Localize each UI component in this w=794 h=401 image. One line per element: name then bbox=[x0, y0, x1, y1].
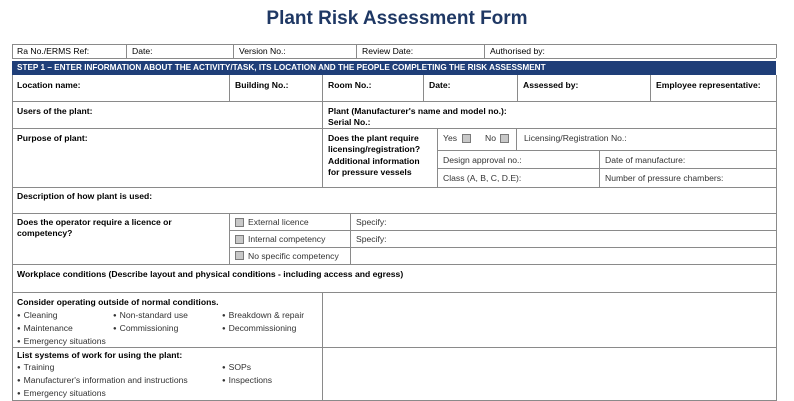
loc-date-label: Date: bbox=[429, 80, 451, 90]
list-item: ● Training bbox=[17, 362, 54, 375]
external-licence-checkbox[interactable] bbox=[235, 218, 244, 227]
list-item: ● Decommissioning bbox=[222, 323, 296, 336]
ra-no-label: Ra No./ERMS Ref: bbox=[17, 46, 90, 56]
plant-manufacturer-label: Plant (Manufacturer's name and model no.): bbox=[328, 106, 507, 116]
description-label: Description of how plant is used: bbox=[17, 191, 153, 201]
users-label: Users of the plant: bbox=[17, 106, 93, 116]
divider bbox=[776, 44, 777, 58]
list-item: ● Inspections bbox=[222, 375, 272, 388]
list-item: ● Emergency situations bbox=[17, 388, 106, 401]
divider bbox=[650, 75, 651, 101]
divider bbox=[229, 247, 776, 248]
divider bbox=[423, 75, 424, 101]
divider bbox=[12, 128, 776, 129]
divider bbox=[229, 75, 230, 101]
pressure-info-label: Additional information for pressure vessels bbox=[328, 156, 420, 177]
divider bbox=[229, 230, 776, 231]
purpose-label: Purpose of plant: bbox=[17, 133, 88, 143]
no-label: No bbox=[485, 133, 496, 143]
authorised-label: Authorised by: bbox=[490, 46, 545, 56]
class-label: Class (A, B, C, D.E): bbox=[443, 173, 522, 183]
design-approval-label: Design approval no.: bbox=[443, 155, 522, 165]
divider bbox=[12, 101, 776, 102]
list-item: ● Cleaning bbox=[17, 310, 58, 323]
internal-competency-checkbox[interactable] bbox=[235, 235, 244, 244]
step1-banner: STEP 1 – ENTER INFORMATION ABOUT THE ACTIVITY/TASK, ITS LOCATION AND THE PEOPLE COMPLETING THE RISK ASSESSMENT bbox=[12, 61, 776, 75]
divider bbox=[12, 213, 776, 214]
divider bbox=[12, 58, 776, 59]
version-label: Version No.: bbox=[239, 46, 286, 56]
date-label: Date: bbox=[132, 46, 153, 56]
no-specific-competency-label: No specific competency bbox=[248, 251, 339, 261]
divider bbox=[350, 213, 351, 264]
licensing-question: Does the plant require licensing/registration? bbox=[328, 133, 421, 154]
no-specific-competency-checkbox[interactable] bbox=[235, 251, 244, 260]
list-item: ● Commissioning bbox=[113, 323, 178, 336]
divider bbox=[437, 150, 776, 151]
divider bbox=[322, 101, 323, 187]
assessed-by-label: Assessed by: bbox=[523, 80, 579, 90]
room-label: Room No.: bbox=[328, 80, 372, 90]
specify-label: Specify: bbox=[356, 217, 387, 227]
divider bbox=[322, 75, 323, 101]
list-item: ● Breakdown & repair bbox=[222, 310, 304, 323]
external-licence-label: External licence bbox=[248, 217, 309, 227]
divider bbox=[516, 128, 517, 150]
form-title: Plant Risk Assessment Form bbox=[266, 8, 528, 29]
list-item: ● Maintenance bbox=[17, 323, 73, 336]
serial-label: Serial No.: bbox=[328, 117, 371, 127]
divider bbox=[12, 75, 13, 401]
licensing-no-label: Licensing/Registration No.: bbox=[524, 133, 627, 143]
divider bbox=[229, 213, 230, 264]
divider bbox=[517, 75, 518, 101]
divider bbox=[437, 168, 776, 169]
divider bbox=[12, 347, 776, 348]
list-item: ● Emergency situations bbox=[17, 336, 106, 349]
internal-competency-label: Internal competency bbox=[248, 234, 326, 244]
pressure-chambers-label: Number of pressure chambers: bbox=[605, 173, 724, 183]
building-label: Building No.: bbox=[235, 80, 289, 90]
workplace-label: Workplace conditions (Describe layout and physical conditions - including access and egress) bbox=[17, 269, 404, 279]
divider bbox=[12, 264, 776, 265]
list-item: ● SOPs bbox=[222, 362, 251, 375]
divider bbox=[484, 44, 485, 58]
divider bbox=[12, 187, 776, 188]
list-item: ● Non-standard use bbox=[113, 310, 188, 323]
operator-question: Does the operator require a licence or competency? bbox=[17, 217, 172, 238]
divider bbox=[437, 128, 438, 187]
divider bbox=[776, 75, 777, 401]
list-item: ● Manufacturer's information and instructions bbox=[17, 375, 188, 388]
employee-rep-label: Employee representative: bbox=[656, 80, 761, 90]
specify-label: Specify: bbox=[356, 234, 387, 244]
divider bbox=[12, 292, 776, 293]
review-date-label: Review Date: bbox=[362, 46, 414, 56]
divider bbox=[233, 44, 234, 58]
yes-checkbox[interactable] bbox=[462, 134, 471, 143]
no-checkbox[interactable] bbox=[500, 134, 509, 143]
divider bbox=[12, 44, 13, 58]
date-manufacture-label: Date of manufacture: bbox=[605, 155, 686, 165]
systems-title: List systems of work for using the plant: bbox=[17, 350, 183, 360]
location-label: Location name: bbox=[17, 80, 81, 90]
conditions-title: Consider operating outside of normal conditions. bbox=[17, 297, 219, 307]
divider bbox=[356, 44, 357, 58]
divider bbox=[126, 44, 127, 58]
yes-label: Yes bbox=[443, 133, 458, 143]
